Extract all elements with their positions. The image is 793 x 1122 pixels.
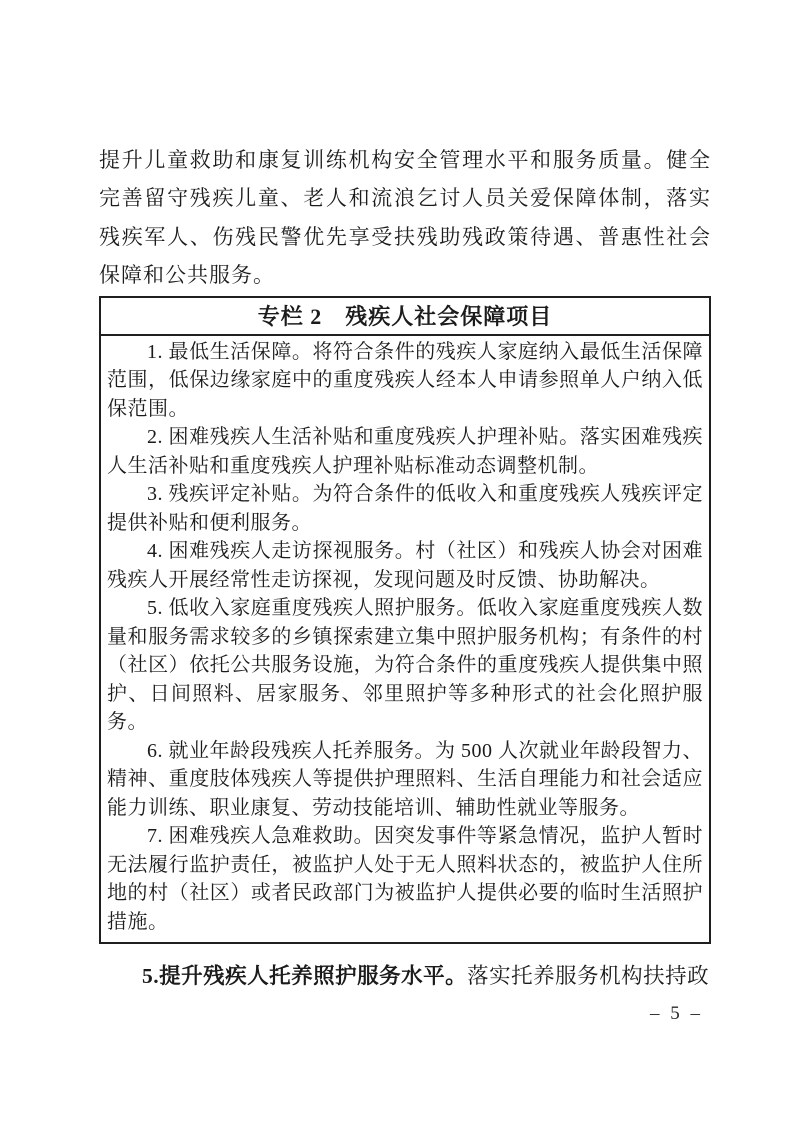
box-item: 3. 残疾评定补贴。为符合条件的低收入和重度残疾人残疾评定提供补贴和便利服务。 bbox=[107, 483, 703, 534]
box-item: 1. 最低生活保障。将符合条件的残疾人家庭纳入最低生活保障范围，低保边缘家庭中的重度残疾人经本人申请参照单人户纳入低保范围。 bbox=[107, 340, 703, 420]
box-title: 专栏 2 残疾人社会保障项目 bbox=[101, 298, 709, 336]
box-item: 2. 困难残疾人生活补贴和重度残疾人护理补贴。落实困难残疾人生活补贴和重度残疾人护理补贴标准动态调整机制。 bbox=[107, 426, 703, 477]
box-item: 7. 困难残疾人急难救助。因突发事件等紧急情况，监护人暂时无法履行监护责任，被监护人处于无人照料状态的，被监护人住所地的村（社区）或者民政部门为被监护人提供必要的临时生活照护措施。 bbox=[107, 825, 703, 933]
closing-paragraph-rest: 落实托养服务机构扶持政 bbox=[467, 964, 710, 989]
intro-paragraph: 提升儿童救助和康复训练机构安全管理水平和服务质量。健全完善留守残疾儿童、老人和流浪乞讨人员关爱保障体制，落实残疾军人、伤残民警优先享受扶残助残政策待遇、普惠性社会保障和公共服务。 bbox=[99, 148, 711, 288]
box-item: 4. 困难残疾人走访探视服务。村（社区）和残疾人协会对困难残疾人开展经常性走访探视，发现问题及时反馈、协助解决。 bbox=[107, 540, 703, 591]
box-body bbox=[101, 336, 709, 943]
box-item: 6. 就业年龄段残疾人托养服务。为 500 人次就业年龄段智力、精神、重度肢体残疾人等提供护理照料、生活自理能力和社会适应能力训练、职业康复、劳动技能培训、辅助性就业等服务。 bbox=[107, 739, 703, 819]
closing-paragraph bbox=[99, 957, 711, 995]
text-column bbox=[99, 141, 711, 995]
highlight-box bbox=[99, 296, 711, 945]
closing-paragraph-lead: 5.提升残疾人托养照护服务水平。 bbox=[142, 964, 468, 989]
page-number: – 5 – bbox=[650, 1003, 703, 1024]
box-item: 5. 低收入家庭重度残疾人照护服务。低收入家庭重度残疾人数量和服务需求较多的乡镇探索建立集中照护服务机构；有条件的村（社区）依托公共服务设施，为符合条件的重度残疾人提供集中照护、日间照料、居家服务、邻里照护等多种形式的社会化照护服务。 bbox=[107, 597, 703, 734]
